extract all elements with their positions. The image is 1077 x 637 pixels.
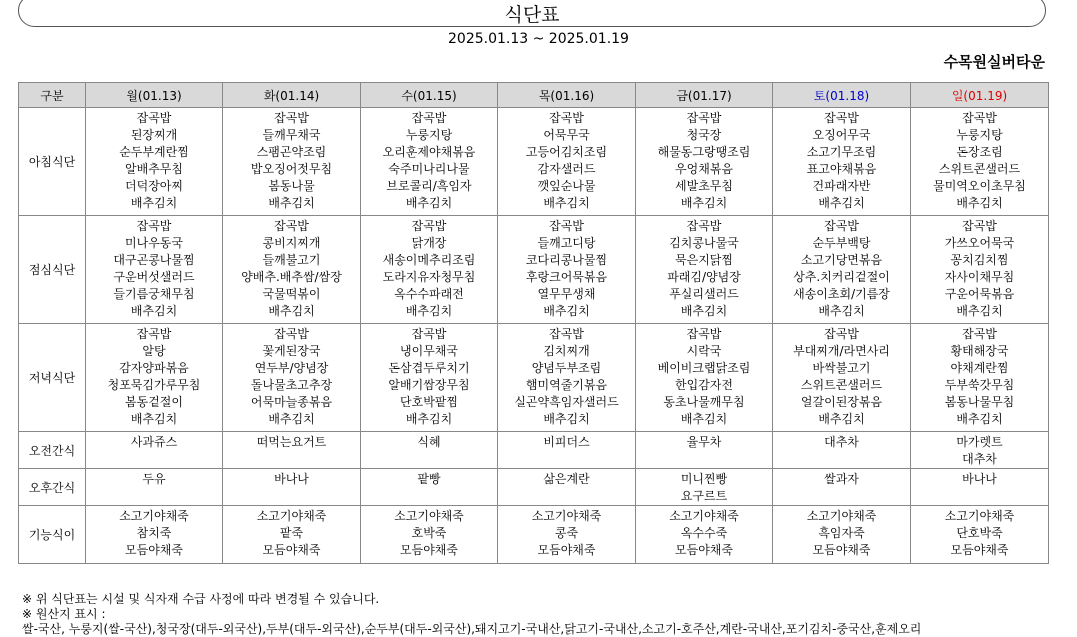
menu-item: 모듬야채죽 [400, 543, 458, 557]
menu-cell [773, 506, 911, 564]
menu-item: 우엉채볶음 [675, 162, 733, 176]
menu-item: 잡곡밥 [962, 219, 997, 233]
menu-item: 봄동겉절이 [125, 395, 183, 409]
menu-item: 사과쥬스 [130, 435, 178, 449]
row-label: 아침식단 [19, 108, 86, 216]
notes [22, 592, 1072, 637]
menu-item: 소고기야채죽 [531, 509, 602, 523]
menu-item: 도라지유자청무침 [382, 270, 476, 284]
menu-cell [773, 324, 911, 432]
menu-row-dinner [19, 324, 1049, 432]
menu-item: 배추김치 [956, 412, 1003, 426]
menu-item: 잡곡밥 [549, 219, 584, 233]
menu-item: 율무차 [686, 435, 722, 449]
menu-item: 꽁치김치찜 [950, 253, 1009, 267]
menu-item: 소고기당면볶음 [800, 253, 883, 267]
menu-item: 소고기야채죽 [806, 509, 877, 523]
menu-item: 옥수수파래전 [394, 287, 464, 301]
menu-cell [361, 469, 498, 506]
menu-item: 부대찌개/라면사리 [793, 344, 890, 358]
menu-item: 스위트콘샐러드 [800, 378, 883, 392]
menu-cell [86, 216, 223, 324]
menu-item: 배추김치 [130, 412, 178, 426]
menu-item: 오징어무국 [812, 128, 871, 142]
menu-cell [86, 324, 223, 432]
menu-item: 콩죽 [554, 526, 579, 540]
menu-item: 잡곡밥 [824, 219, 859, 233]
menu-row-lunch [19, 216, 1049, 324]
menu-row-functional-diet [19, 506, 1049, 564]
menu-item: 호박죽 [411, 526, 447, 540]
menu-cell [86, 432, 223, 469]
menu-item: 배추김치 [680, 196, 728, 210]
menu-item: 시락국 [686, 344, 722, 358]
menu-item: 잡곡밥 [962, 111, 997, 125]
row-label: 점심식단 [19, 216, 86, 324]
menu-item: 밥오징어젓무침 [250, 162, 333, 176]
menu-item: 배추김치 [405, 196, 453, 210]
menu-item: 양배추.배추쌈/쌈장 [241, 270, 342, 284]
menu-item: 누룽지탕 [956, 128, 1003, 142]
menu-item: 새송이초회/기름장 [793, 287, 890, 301]
page-title [18, 0, 1046, 27]
menu-cell [498, 432, 636, 469]
menu-cell [636, 469, 773, 506]
menu-item: 알배추무침 [125, 162, 183, 176]
menu-cell [911, 506, 1049, 564]
menu-item: 소고기야채죽 [394, 509, 464, 523]
menu-item: 김치콩나물국 [669, 236, 739, 250]
menu-item: 양념두부조림 [531, 361, 602, 375]
menu-cell [911, 216, 1049, 324]
menu-item: 잡곡밥 [136, 111, 172, 125]
menu-item: 모듬야채죽 [950, 543, 1009, 557]
menu-item: 배추김치 [130, 196, 178, 210]
menu-item: 열무무생채 [537, 287, 596, 301]
menu-item: 바나나 [962, 472, 997, 486]
menu-item: 식혜 [417, 435, 441, 449]
menu-cell [86, 108, 223, 216]
menu-item: 푸실리샐러드 [669, 287, 739, 301]
menu-cell [498, 469, 636, 506]
menu-item: 구운버섯샐러드 [113, 270, 195, 284]
menu-item: 오리훈제야채볶음 [382, 145, 476, 159]
menu-item: 잡곡밥 [686, 111, 722, 125]
menu-item: 순두부계란찜 [119, 145, 189, 159]
note-line: 쌀-국산, 누룽지(쌀-국산),청국장(대두-외국산),두부(대두-외국산),순두부(대두-외국산),돼지고기-국내산,닭고기-국내산,소고기-호주산,계란-국내산,포기김치-중국산,훈제오리 [22, 622, 922, 636]
menu-item: 얼갈이된장볶음 [800, 395, 883, 409]
menu-item: 건파래자반 [812, 179, 871, 193]
menu-item: 두부쑥갓무침 [944, 378, 1015, 392]
menu-item: 돈장조림 [956, 145, 1003, 159]
menu-item: 잡곡밥 [274, 219, 309, 233]
header-day-mon: 월(01.13) [86, 83, 223, 108]
menu-item: 소고기야채죽 [256, 509, 327, 523]
menu-item: 팥죽 [279, 526, 304, 540]
menu-item: 잡곡밥 [824, 111, 859, 125]
row-label: 기능식이 [19, 506, 86, 564]
menu-item: 배추김치 [543, 412, 590, 426]
menu-item: 감자샐러드 [537, 162, 596, 176]
menu-item: 고등어김치조림 [525, 145, 608, 159]
menu-item: 배추김치 [956, 304, 1003, 318]
menu-item: 배추김치 [956, 196, 1003, 210]
menu-item: 스위트콘샐러드 [938, 162, 1021, 176]
menu-item: 잡곡밥 [824, 327, 859, 341]
menu-item: 연두부/양념장 [254, 361, 329, 375]
menu-body [19, 108, 1049, 564]
menu-item: 햄미역줄기볶음 [525, 378, 608, 392]
menu-item: 흑임자죽 [818, 526, 865, 540]
menu-item: 해물동그랑땡조림 [657, 145, 751, 159]
menu-cell [773, 216, 911, 324]
menu-item: 상추.치커리겉절이 [793, 270, 890, 284]
menu-item: 옥수수죽 [680, 526, 728, 540]
menu-cell [636, 108, 773, 216]
row-label: 저녁식단 [19, 324, 86, 432]
menu-item: 청포묵김가루무침 [107, 378, 201, 392]
menu-item: 배추김치 [268, 412, 315, 426]
menu-cell [223, 506, 361, 564]
menu-item: 잡곡밥 [962, 327, 997, 341]
menu-cell [86, 469, 223, 506]
menu-item: 파래김/양념장 [667, 270, 741, 284]
menu-item: 들깨불고기 [262, 253, 321, 267]
menu-item: 묵은지닭찜 [675, 253, 733, 267]
note-line: ※ 위 식단표는 시설 및 식자재 수급 사정에 따라 변경될 수 있습니다. [22, 592, 380, 606]
menu-cell [636, 324, 773, 432]
menu-cell [773, 108, 911, 216]
menu-item: 비피더스 [543, 435, 590, 449]
menu-item: 모듬야채죽 [812, 543, 871, 557]
menu-item: 알탕 [142, 344, 166, 358]
menu-item: 김치찌개 [543, 344, 590, 358]
menu-item: 스팸곤약조림 [256, 145, 327, 159]
menu-cell [223, 432, 361, 469]
menu-item: 냉이무채국 [400, 344, 458, 358]
menu-item: 꽃게된장국 [262, 344, 321, 358]
menu-cell [636, 506, 773, 564]
menu-item: 가쓰오어묵국 [944, 236, 1015, 250]
menu-item: 황태해장국 [950, 344, 1009, 358]
menu-item: 잡곡밥 [686, 219, 722, 233]
menu-cell [361, 506, 498, 564]
menu-item: 쌀과자 [824, 472, 859, 486]
header-row [19, 83, 1049, 108]
menu-item: 미니찐빵 [680, 472, 728, 486]
menu-item: 구운어묵볶음 [944, 287, 1015, 301]
menu-item: 잡곡밥 [136, 327, 172, 341]
menu-item: 모듬야채죽 [537, 543, 596, 557]
menu-item: 대추차 [962, 452, 997, 466]
menu-item: 세발초무침 [675, 179, 733, 193]
menu-item: 단호박죽 [956, 526, 1003, 540]
menu-cell [911, 324, 1049, 432]
menu-item: 배추김치 [130, 304, 178, 318]
header-day-thu: 목(01.16) [498, 83, 636, 108]
menu-cell [498, 324, 636, 432]
menu-item: 소고기야채죽 [119, 509, 189, 523]
menu-row-morning-snack [19, 432, 1049, 469]
menu-item: 모듬야채죽 [125, 543, 183, 557]
menu-cell [498, 216, 636, 324]
menu-item: 잡곡밥 [549, 111, 584, 125]
menu-item: 단호박팥찜 [400, 395, 458, 409]
menu-item: 미나우동국 [125, 236, 183, 250]
menu-item: 표고야채볶음 [806, 162, 877, 176]
menu-item: 모듬야채죽 [262, 543, 321, 557]
menu-item: 배추김치 [268, 196, 315, 210]
menu-item: 마가렛트 [956, 435, 1003, 449]
menu-row-afternoon-snack [19, 469, 1049, 506]
menu-item: 잡곡밥 [411, 111, 447, 125]
menu-item: 청국장 [686, 128, 722, 142]
menu-item: 배추김치 [405, 412, 453, 426]
menu-item: 배추김치 [543, 304, 590, 318]
menu-item: 어묵마늘종볶음 [250, 395, 333, 409]
menu-item: 두유 [142, 472, 166, 486]
menu-item: 어묵무국 [543, 128, 590, 142]
page-title-text: 식단표 [504, 4, 560, 26]
menu-item: 모듬야채죽 [675, 543, 733, 557]
menu-item: 바싹불고기 [812, 361, 871, 375]
menu-cell [223, 469, 361, 506]
menu-cell [86, 506, 223, 564]
menu-item: 대추차 [824, 435, 859, 449]
menu-item: 감자양파볶음 [119, 361, 189, 375]
menu-cell [361, 432, 498, 469]
menu-cell [911, 469, 1049, 506]
menu-item: 잡곡밥 [411, 219, 447, 233]
menu-item: 한입감자전 [675, 378, 733, 392]
menu-cell [361, 324, 498, 432]
menu-cell [223, 324, 361, 432]
menu-item: 야채계란찜 [950, 361, 1009, 375]
menu-cell [636, 216, 773, 324]
menu-item: 배추김치 [680, 304, 728, 318]
menu-item: 봄동나물 [268, 179, 315, 193]
menu-item: 잡곡밥 [549, 327, 584, 341]
menu-item: 닭개장 [411, 236, 447, 250]
menu-item: 코다리콩나물찜 [525, 253, 608, 267]
menu-item: 콩비지찌개 [262, 236, 321, 250]
header-day-wed: 수(01.15) [361, 83, 498, 108]
menu-cell [911, 432, 1049, 469]
menu-item: 바나나 [274, 472, 309, 486]
menu-item: 팥빵 [417, 472, 441, 486]
header-day-sat: 토(01.18) [773, 83, 911, 108]
organization-name: 수목원실버타운 [943, 53, 1045, 71]
menu-item: 자사이채무침 [944, 270, 1015, 284]
menu-table [18, 82, 1049, 564]
menu-item: 요구르트 [680, 489, 728, 503]
menu-item: 대구곤콩나물찜 [113, 253, 195, 267]
menu-item: 돌나물초고추장 [250, 378, 333, 392]
menu-item: 동초나물깨무침 [663, 395, 745, 409]
row-label: 오후간식 [19, 469, 86, 506]
menu-item: 돈삼겹두루치기 [388, 361, 470, 375]
menu-item: 소고기야채죽 [944, 509, 1015, 523]
menu-item: 잡곡밥 [274, 327, 309, 341]
menu-item: 새송이메추리조림 [382, 253, 476, 267]
menu-item: 누룽지탕 [405, 128, 453, 142]
note-line: ※ 원산지 표시 : [22, 607, 106, 621]
menu-item: 삶은계란 [543, 472, 590, 486]
menu-item: 배추김치 [405, 304, 453, 318]
menu-item: 브로콜리/흑임자 [386, 179, 472, 193]
menu-cell [498, 506, 636, 564]
date-range: 2025.01.13 ~ 2025.01.19 [448, 31, 629, 47]
menu-cell [223, 108, 361, 216]
menu-item: 봄동나물무침 [944, 395, 1015, 409]
menu-item: 잡곡밥 [411, 327, 447, 341]
menu-item: 소고기무조림 [806, 145, 877, 159]
menu-item: 들깨고디탕 [537, 236, 596, 250]
header-category: 구분 [19, 83, 86, 108]
menu-item: 깻잎순나물 [537, 179, 596, 193]
menu-row-breakfast [19, 108, 1049, 216]
menu-cell [773, 469, 911, 506]
menu-cell [498, 108, 636, 216]
menu-item: 실곤약흑임자샐러드 [514, 395, 619, 409]
menu-item: 들기름궁채무침 [113, 287, 195, 301]
menu-item: 베이비크랩닭조림 [657, 361, 751, 375]
menu-item: 알배기쌈장무침 [388, 378, 470, 392]
menu-item: 배추김치 [818, 412, 865, 426]
menu-item: 배추김치 [680, 412, 728, 426]
menu-item: 배추김치 [268, 304, 315, 318]
menu-item: 잡곡밥 [686, 327, 722, 341]
menu-item: 소고기야채죽 [669, 509, 739, 523]
menu-item: 잡곡밥 [136, 219, 172, 233]
menu-item: 물미역오이초무침 [933, 179, 1026, 193]
menu-item: 된장찌개 [130, 128, 178, 142]
menu-item: 들깨무채국 [262, 128, 321, 142]
menu-item: 배추김치 [818, 196, 865, 210]
header-day-sun: 일(01.19) [911, 83, 1049, 108]
menu-cell [911, 108, 1049, 216]
menu-cell [223, 216, 361, 324]
menu-cell [361, 216, 498, 324]
menu-cell [773, 432, 911, 469]
menu-item: 참치죽 [136, 526, 172, 540]
menu-cell [361, 108, 498, 216]
menu-item: 후랑크어묵볶음 [525, 270, 608, 284]
header-day-fri: 금(01.17) [636, 83, 773, 108]
menu-item: 떠먹는요거트 [256, 435, 327, 449]
menu-cell [636, 432, 773, 469]
menu-item: 순두부백탕 [812, 236, 871, 250]
row-label: 오전간식 [19, 432, 86, 469]
menu-item: 숙주미나리나물 [388, 162, 470, 176]
menu-item: 배추김치 [818, 304, 865, 318]
menu-item: 잡곡밥 [274, 111, 309, 125]
header-day-tue: 화(01.14) [223, 83, 361, 108]
menu-item: 더덕장아찌 [125, 179, 183, 193]
menu-item: 국물떡볶이 [262, 287, 321, 301]
menu-item: 배추김치 [543, 196, 590, 210]
